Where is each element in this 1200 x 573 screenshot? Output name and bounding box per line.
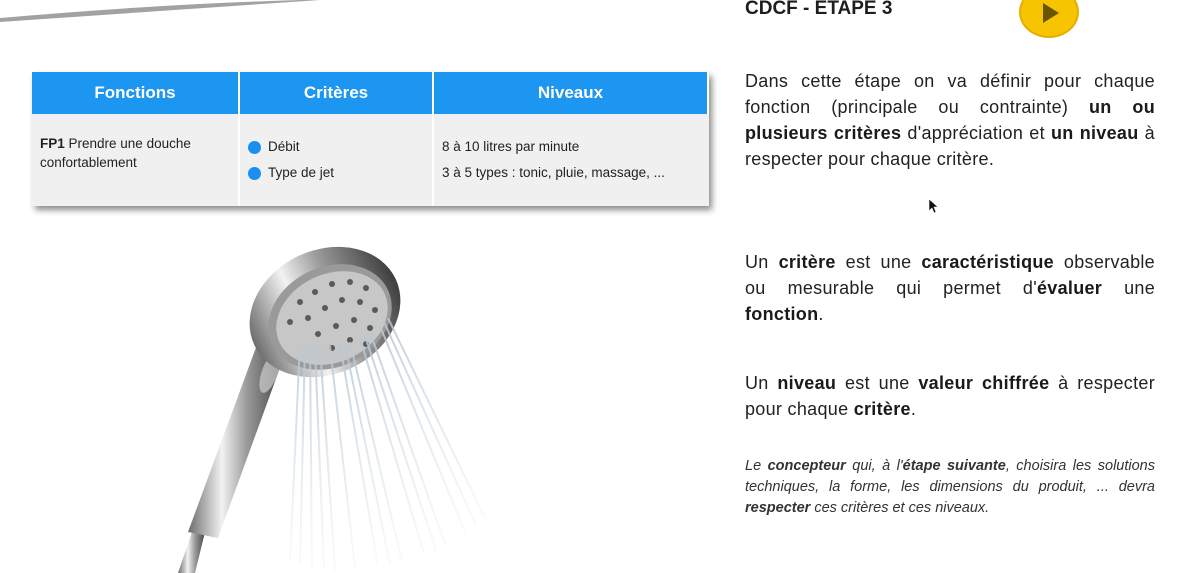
play-button[interactable]: [1019, 0, 1079, 38]
mouse-cursor-icon: [929, 199, 939, 213]
header-criteres: Critères: [240, 72, 434, 114]
bullet-icon: [248, 167, 261, 180]
criteria-table: [32, 72, 709, 206]
function-code: FP1: [40, 136, 65, 151]
paragraph-etape: Dans cette étape on va définir pour chaque fonction (principale ou contrainte) un ou plusieurs critères d'appréciation et un niveau à respecter pour chaque critère.: [745, 71, 1156, 169]
level-item: 8 à 10 litres par minute: [442, 139, 580, 154]
header-fonctions: Fonctions: [32, 72, 240, 114]
paragraph-niveau: Un niveau est une valeur chiffrée à respecter pour chaque critère.: [745, 373, 1155, 419]
bullet-icon: [248, 141, 261, 154]
cell-criteria: [240, 114, 434, 206]
play-icon: [1043, 3, 1059, 23]
criterion-item: Débit: [248, 134, 424, 160]
cell-function: [32, 114, 240, 206]
step-title: CDCF - ETAPE 3: [745, 0, 893, 19]
decorative-curve: [0, 0, 320, 22]
header-niveaux: Niveaux: [434, 72, 709, 114]
paragraph-critere: Un critère est une caractéristique observable ou mesurable qui permet d'évaluer une fonction.: [745, 252, 1156, 324]
cell-levels: [434, 114, 709, 206]
paragraph-concepteur: Le concepteur qui, à l'étape suivante, choisira les solutions techniques, la forme, les dimensions du produit, ... devra respecter ces critères et ces niveaux.: [745, 458, 1155, 516]
shower-head-icon: [140, 232, 530, 573]
function-text: Prendre une douche confortablement: [40, 136, 191, 170]
level-item: 3 à 5 types : tonic, pluie, massage, ...: [442, 165, 665, 180]
criterion-item: Type de jet: [248, 160, 424, 186]
